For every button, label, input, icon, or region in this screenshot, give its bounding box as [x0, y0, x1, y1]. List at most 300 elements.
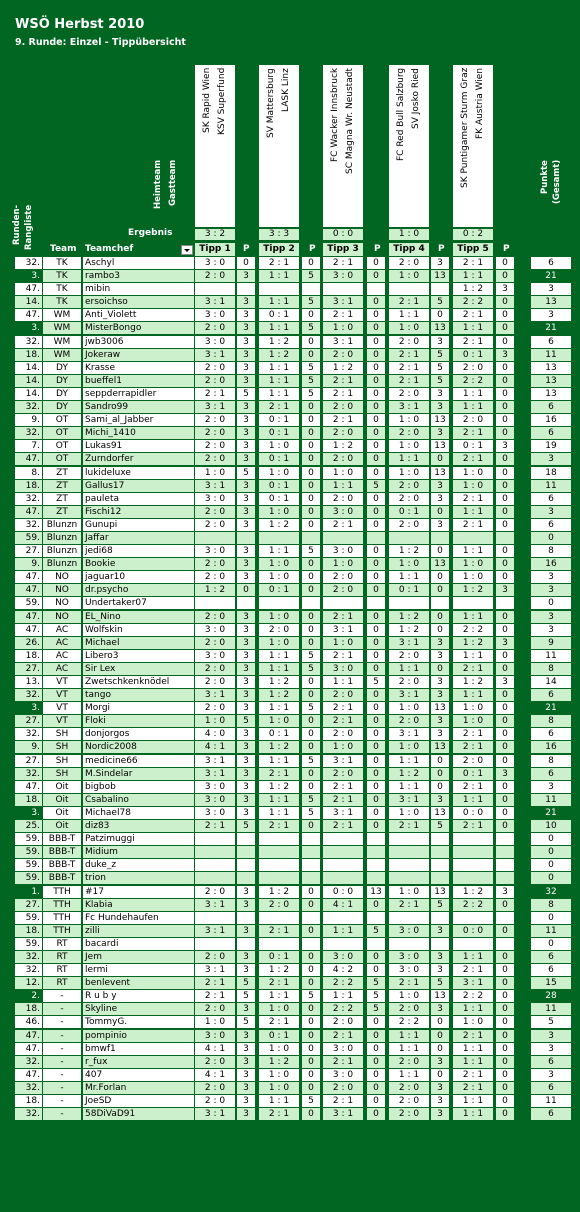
points-1-cell: 3 [237, 611, 255, 623]
tipp-5-cell: 1 : 0 [453, 480, 493, 492]
tipp-3-cell: 1 : 0 [323, 322, 363, 334]
ergebnis-label: Ergebnis [128, 228, 173, 238]
points-5-cell [496, 846, 514, 858]
points-3-cell: 0 [367, 663, 385, 675]
points-5-cell: 0 [496, 296, 514, 308]
tipp-4-cell: 2 : 0 [389, 1108, 429, 1120]
tipp-3-cell: 0 : 0 [323, 886, 363, 898]
points-1-cell: 3 [237, 1003, 255, 1015]
points-2-cell: 5 [302, 388, 320, 400]
tipp-1-cell: 4 : 0 [195, 728, 235, 740]
tipp-3-cell: 2 : 1 [323, 650, 363, 662]
tipp-4-cell [389, 846, 429, 858]
tipp-3-cell: 1 : 1 [323, 676, 363, 688]
points-2-cell: 5 [302, 702, 320, 714]
total-points-cell: 6 [531, 951, 571, 963]
points-1-cell: 3 [237, 637, 255, 649]
team-cell: ZT [43, 467, 81, 479]
table-row [0, 912, 580, 925]
match-header-5 [453, 65, 493, 227]
tipp-4-cell: 2 : 1 [389, 899, 429, 911]
tipp-5-cell: 0 : 1 [453, 768, 493, 780]
table-row [0, 820, 580, 833]
tipp-5-cell: 2 : 1 [453, 453, 493, 465]
points-4-cell: 13 [431, 702, 449, 714]
total-points-cell: 8 [531, 715, 571, 727]
points-5-cell: 3 [496, 886, 514, 898]
points-3-cell: 0 [367, 1108, 385, 1120]
points-2-cell: 0 [302, 467, 320, 479]
points-5-cell: 0 [496, 270, 514, 282]
points-3-cell: 0 [367, 781, 385, 793]
points-2-cell [302, 859, 320, 871]
table-row [0, 467, 580, 480]
tipp-2-cell: 1 : 1 [259, 388, 299, 400]
points-4-cell: 0 [431, 1043, 449, 1055]
points-4-cell: 13 [431, 741, 449, 753]
tipp-1-cell: 1 : 0 [195, 715, 235, 727]
points-2-cell: 0 [302, 1003, 320, 1015]
tipp-3-cell: 2 : 0 [323, 349, 363, 361]
teamchef-cell: donjorgos [83, 728, 194, 740]
points-2-cell: 0 [302, 309, 320, 321]
tipp-3-cell [323, 859, 363, 871]
tipp-1-cell: 2 : 0 [195, 506, 235, 518]
tipp-3-cell: 1 : 0 [323, 558, 363, 570]
points-1-cell: 3 [237, 964, 255, 976]
tipp-2-cell: 1 : 0 [259, 611, 299, 623]
points-2-cell: 0 [302, 715, 320, 727]
gastteam-label: Gastteam [168, 160, 178, 207]
points-1-cell: 3 [237, 480, 255, 492]
points-2-cell: 0 [302, 1082, 320, 1094]
team-cell: WM [43, 349, 81, 361]
points-4-cell: 0 [431, 309, 449, 321]
points-5-cell: 0 [496, 663, 514, 675]
tipp-1-cell: 3 : 1 [195, 480, 235, 492]
result-3: 0 : 0 [323, 229, 363, 240]
tipp-5-cell: 2 : 1 [453, 1030, 493, 1042]
tipp-2-cell: 1 : 1 [259, 322, 299, 334]
tipp-2-cell: 0 : 1 [259, 584, 299, 596]
teamchef-cell: Fc Hundehaufen [83, 912, 194, 924]
table-row [0, 532, 580, 545]
rank-cell: 9. [15, 558, 42, 570]
points-1-cell: 3 [237, 925, 255, 937]
points-5-cell: 0 [496, 1056, 514, 1068]
tipp-3-cell: 1 : 1 [323, 925, 363, 937]
team-cell: WM [43, 336, 81, 348]
rank-cell: 47. [15, 611, 42, 623]
tipp-3-cell: 1 : 2 [323, 362, 363, 374]
tipp-1-cell [195, 912, 235, 924]
tipp-1-cell: 3 : 1 [195, 899, 235, 911]
table-row [0, 597, 580, 610]
teamchef-cell: Lukas91 [83, 440, 194, 452]
rank-cell: 18. [15, 650, 42, 662]
tipp-1-cell: 2 : 0 [195, 951, 235, 963]
teamchef-cell: MisterBongo [83, 322, 194, 334]
rank-cell: 47. [15, 506, 42, 518]
teamchef-cell: Michi_1410 [83, 427, 194, 439]
points-1-cell: 3 [237, 1095, 255, 1107]
points-5-cell: 0 [496, 336, 514, 348]
away-team: KSV Superfund [217, 68, 227, 136]
points-1-cell: 3 [237, 558, 255, 570]
table-row [0, 1030, 580, 1043]
total-points-cell: 13 [531, 388, 571, 400]
points-3-cell: 0 [367, 453, 385, 465]
tipp-1-cell: 2 : 0 [195, 676, 235, 688]
total-points-cell: 10 [531, 820, 571, 832]
punkte-label-1: Punkte [540, 160, 550, 194]
tipp-1-cell: 2 : 0 [195, 702, 235, 714]
points-2-cell: 0 [302, 493, 320, 505]
points-3-cell [367, 938, 385, 950]
table-row [0, 859, 580, 872]
tipp-5-cell [453, 846, 493, 858]
tipp-4-cell: 3 : 1 [389, 728, 429, 740]
tipp-1-cell: 2 : 0 [195, 453, 235, 465]
points-4-cell: 0 [431, 768, 449, 780]
rank-cell: 32. [15, 493, 42, 505]
table-row [0, 846, 580, 859]
teamchef-cell: mibin [83, 283, 194, 295]
rank-cell: 18. [15, 925, 42, 937]
tipp-5-cell [453, 872, 493, 884]
punkte-label-2: (Gesamt) [552, 160, 562, 205]
points-4-cell: 3 [431, 519, 449, 531]
points-4-cell: 0 [431, 453, 449, 465]
rank-cell: 12. [15, 977, 42, 989]
result-1: 3 : 2 [195, 229, 235, 240]
points-4-cell: 13 [431, 807, 449, 819]
rank-cell: 32. [15, 257, 42, 269]
team-cell: - [43, 1082, 81, 1094]
tipp-4-cell: 1 : 2 [389, 624, 429, 636]
points-1-cell: 3 [237, 781, 255, 793]
teamchef-cell: #17 [83, 886, 194, 898]
tipp-5-cell: 0 : 1 [453, 440, 493, 452]
total-points-cell: 15 [531, 977, 571, 989]
tipp-1-cell: 1 : 2 [195, 584, 235, 596]
tipp-1-cell: 3 : 1 [195, 964, 235, 976]
result-4: 1 : 0 [389, 229, 429, 240]
points-2-cell: 0 [302, 506, 320, 518]
tipp-5-cell: 2 : 1 [453, 781, 493, 793]
tipp-4-cell: 2 : 0 [389, 715, 429, 727]
points-1-cell [237, 532, 255, 544]
points-1-cell: 5 [237, 715, 255, 727]
teamchef-cell: medicine66 [83, 755, 194, 767]
points-5-cell: 3 [496, 637, 514, 649]
tipp-2-cell: 0 : 1 [259, 427, 299, 439]
tipp-5-cell [453, 597, 493, 609]
team-cell: ZT [43, 480, 81, 492]
tipp-2-cell: 1 : 2 [259, 676, 299, 688]
points-4-cell: 3 [431, 480, 449, 492]
teamchef-cell: TommyG. [83, 1016, 194, 1028]
points-1-cell: 3 [237, 650, 255, 662]
tipp-table [0, 257, 580, 1121]
total-points-cell: 16 [531, 558, 571, 570]
result-2: 3 : 3 [259, 229, 299, 240]
points-5-cell: 0 [496, 558, 514, 570]
rank-cell: 47. [15, 309, 42, 321]
tipp-4-cell: 2 : 0 [389, 388, 429, 400]
points-3-cell: 0 [367, 755, 385, 767]
tipp-5-cell: 1 : 1 [453, 1043, 493, 1055]
points-5-cell [496, 859, 514, 871]
tipp-4-cell: 2 : 0 [389, 257, 429, 269]
team-cell: AC [43, 663, 81, 675]
total-points-cell: 3 [531, 309, 571, 321]
table-row [0, 1016, 580, 1029]
rank-cell: 1. [15, 886, 42, 898]
team-cell: OT [43, 440, 81, 452]
rank-cell: 32. [15, 1056, 42, 1068]
total-points-cell: 3 [531, 611, 571, 623]
points-2-cell: 0 [302, 1016, 320, 1028]
tipp-4-cell: 0 : 1 [389, 506, 429, 518]
teamchef-cell: Skyline [83, 1003, 194, 1015]
tipp-3-cell [323, 283, 363, 295]
tipp-4-cell [389, 872, 429, 884]
tipp-4-cell: 2 : 0 [389, 519, 429, 531]
points-1-cell: 3 [237, 322, 255, 334]
points-4-cell: 3 [431, 257, 449, 269]
points-3-cell: 0 [367, 650, 385, 662]
points-1-cell: 3 [237, 571, 255, 583]
rangliste-label-1: Runden- [12, 205, 22, 246]
tipp-3-cell: 2 : 1 [323, 794, 363, 806]
tipp-3-cell: 1 : 0 [323, 741, 363, 753]
points-2-cell: 0 [302, 886, 320, 898]
total-points-cell: 3 [531, 1069, 571, 1081]
table-row [0, 545, 580, 558]
tipp-2-cell: 2 : 1 [259, 401, 299, 413]
rank-cell: 47. [15, 624, 42, 636]
tipp-4-cell: 3 : 0 [389, 951, 429, 963]
total-points-cell: 11 [531, 1095, 571, 1107]
points-4-cell: 0 [431, 781, 449, 793]
tipp-4-cell: 1 : 0 [389, 322, 429, 334]
tipp-2-cell: 1 : 2 [259, 349, 299, 361]
tipp-4-cell: 1 : 1 [389, 663, 429, 675]
home-team: SK Rapid Wien [202, 68, 212, 134]
points-3-cell: 0 [367, 296, 385, 308]
points-4-cell: 3 [431, 1095, 449, 1107]
teamchef-cell: bigbob [83, 781, 194, 793]
page-subtitle: 9. Runde: Einzel - Tippübersicht [15, 37, 186, 48]
table-row [0, 938, 580, 951]
points-1-cell: 3 [237, 270, 255, 282]
points-1-cell: 3 [237, 663, 255, 675]
tipp-4-header: Tipp 4 [389, 243, 429, 256]
rank-cell: 27. [15, 663, 42, 675]
table-row [0, 755, 580, 768]
points-3-cell: 0 [367, 741, 385, 753]
points-3-cell: 13 [367, 886, 385, 898]
points-4-cell [431, 532, 449, 544]
points-5-cell: 0 [496, 741, 514, 753]
tipp-4-cell [389, 938, 429, 950]
points-4-cell: 0 [431, 1030, 449, 1042]
team-header: Team [50, 244, 77, 254]
tipp-2-cell: 1 : 1 [259, 270, 299, 282]
rank-cell: 9. [15, 741, 42, 753]
points-5-cell: 0 [496, 1108, 514, 1120]
points-2-cell: 5 [302, 545, 320, 557]
tipp-3-cell: 1 : 0 [323, 637, 363, 649]
points-2-cell: 0 [302, 401, 320, 413]
points-2-cell: 0 [302, 689, 320, 701]
points-5-cell: 0 [496, 624, 514, 636]
points-5-cell [496, 597, 514, 609]
rank-cell: 14. [15, 362, 42, 374]
points-4-cell [431, 872, 449, 884]
total-points-cell: 6 [531, 493, 571, 505]
points-1-cell: 3 [237, 1108, 255, 1120]
total-points-cell: 3 [531, 506, 571, 518]
tipp-2-cell: 1 : 0 [259, 1082, 299, 1094]
teamchef-cell: Michael78 [83, 807, 194, 819]
tipp-4-cell: 2 : 2 [389, 1016, 429, 1028]
total-points-cell: 11 [531, 794, 571, 806]
tipp-5-cell: 1 : 0 [453, 1016, 493, 1028]
teamchef-cell: pompinio [83, 1030, 194, 1042]
teamchef-cell: r_fux [83, 1056, 194, 1068]
tipp-5-cell: 1 : 2 [453, 584, 493, 596]
total-points-cell: 0 [531, 938, 571, 950]
table-row [0, 480, 580, 493]
points-5-cell: 0 [496, 453, 514, 465]
p-2-header: P [309, 244, 316, 254]
points-1-cell [237, 872, 255, 884]
rank-cell: 32. [15, 519, 42, 531]
points-3-cell [367, 283, 385, 295]
points-4-cell: 13 [431, 990, 449, 1002]
tipp-1-cell: 2 : 0 [195, 1056, 235, 1068]
table-row [0, 270, 580, 283]
tipp-5-cell: 2 : 2 [453, 624, 493, 636]
teamchef-cell: Fischi12 [83, 506, 194, 518]
heim-gast-header [146, 160, 186, 226]
total-points-cell: 9 [531, 637, 571, 649]
points-4-cell: 0 [431, 571, 449, 583]
filter-dropdown-button[interactable] [181, 245, 193, 255]
teamchef-cell: Michael [83, 637, 194, 649]
tipp-1-cell: 2 : 0 [195, 322, 235, 334]
team-cell: DY [43, 362, 81, 374]
points-2-cell [302, 872, 320, 884]
tipp-3-cell: 3 : 1 [323, 336, 363, 348]
points-3-cell: 0 [367, 1056, 385, 1068]
total-points-cell: 13 [531, 296, 571, 308]
away-team: LASK Linz [281, 68, 291, 112]
table-row [0, 283, 580, 296]
tipp-2-cell: 1 : 2 [259, 336, 299, 348]
points-4-cell: 3 [431, 951, 449, 963]
table-row [0, 702, 580, 715]
points-1-cell: 3 [237, 309, 255, 321]
points-5-cell: 0 [496, 480, 514, 492]
tipp-4-cell: 2 : 1 [389, 820, 429, 832]
tipp-3-cell [323, 846, 363, 858]
tipp-4-cell: 2 : 0 [389, 480, 429, 492]
tipp-1-cell: 3 : 0 [195, 336, 235, 348]
tipp-5-cell: 1 : 1 [453, 388, 493, 400]
total-points-cell: 0 [531, 532, 571, 544]
team-cell: BBB-T [43, 859, 81, 871]
tipp-1-cell: 2 : 0 [195, 1003, 235, 1015]
tipp-4-cell: 1 : 0 [389, 702, 429, 714]
tipp-2-cell: 1 : 0 [259, 1069, 299, 1081]
tipp-5-cell: 1 : 1 [453, 689, 493, 701]
tipp-2-cell [259, 283, 299, 295]
tipp-2-cell: 2 : 1 [259, 1108, 299, 1120]
tipp-1-cell: 2 : 0 [195, 270, 235, 282]
points-4-cell: 3 [431, 689, 449, 701]
teamchef-cell: Zwetschkenknödel [83, 676, 194, 688]
total-points-cell: 6 [531, 768, 571, 780]
tipp-5-cell: 1 : 1 [453, 545, 493, 557]
team-cell: DY [43, 401, 81, 413]
team-cell: TTH [43, 912, 81, 924]
points-5-cell: 0 [496, 257, 514, 269]
points-1-cell: 3 [237, 899, 255, 911]
total-points-cell: 11 [531, 1003, 571, 1015]
table-row [0, 388, 580, 401]
tipp-2-cell: 0 : 1 [259, 480, 299, 492]
total-points-cell: 3 [531, 781, 571, 793]
tipp-1-cell: 4 : 1 [195, 1043, 235, 1055]
teamchef-cell: trion [83, 872, 194, 884]
tipp-5-cell: 1 : 1 [453, 270, 493, 282]
team-cell: NO [43, 584, 81, 596]
tipp-5-cell: 1 : 1 [453, 322, 493, 334]
rank-cell: 32. [15, 728, 42, 740]
teamchef-cell: 58DiVaD91 [83, 1108, 194, 1120]
table-row [0, 571, 580, 584]
tipp-3-cell: 3 : 0 [323, 270, 363, 282]
points-5-cell: 0 [496, 1043, 514, 1055]
tipp-3-cell: 3 : 1 [323, 296, 363, 308]
tipp-2-cell: 1 : 1 [259, 794, 299, 806]
points-3-cell [367, 912, 385, 924]
rank-cell: 7. [15, 440, 42, 452]
rank-cell: 27. [15, 755, 42, 767]
tipp-2-cell [259, 872, 299, 884]
tipp-2-cell: 1 : 1 [259, 663, 299, 675]
tipp-2-cell: 1 : 2 [259, 741, 299, 753]
teamchef-cell: Sir Lex [83, 663, 194, 675]
teamchef-cell: Sandro99 [83, 401, 194, 413]
points-4-cell: 5 [431, 977, 449, 989]
team-cell: Blunzn [43, 545, 81, 557]
points-5-cell [496, 833, 514, 845]
points-2-cell: 0 [302, 257, 320, 269]
tipp-2-cell [259, 846, 299, 858]
tipp-1-header: Tipp 1 [195, 243, 235, 256]
tipp-4-cell [389, 912, 429, 924]
tipp-3-cell: 2 : 1 [323, 388, 363, 400]
total-points-cell: 14 [531, 676, 571, 688]
team-cell: - [43, 990, 81, 1002]
team-cell: AC [43, 624, 81, 636]
teamchef-cell: pauleta [83, 493, 194, 505]
tipp-4-cell: 1 : 1 [389, 453, 429, 465]
